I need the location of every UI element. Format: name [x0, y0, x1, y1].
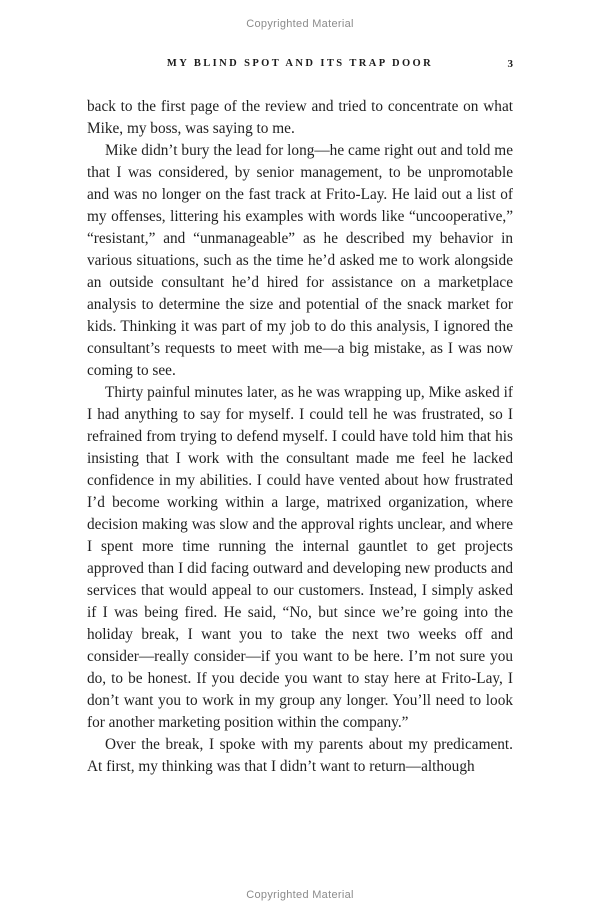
copyright-notice-top: Copyrighted Material — [246, 18, 354, 30]
paragraph-continued: back to the first page of the review and tried to concentrate on what Mike, my boss, was saying to me. — [87, 98, 513, 137]
paragraph: Over the break, I spoke with my parents about my predicament. At first, my thinking was that I didn’t want to return—although — [87, 736, 513, 775]
copyright-notice-bottom: Copyrighted Material — [246, 889, 354, 901]
running-head-title: MY BLIND SPOT AND ITS TRAP DOOR — [166, 58, 434, 69]
page-header — [87, 58, 513, 74]
page-body — [87, 96, 513, 778]
paragraph: Mike didn’t bury the lead for long—he came right out and told me that I was considered, by senior management, to be unpromotable and was no longer on the fast track at Frito-Lay. He laid out a list of my offenses, littering his examples with words like “uncooperative,” “resistant,” and “unmanageable” as he described my behavior in various situations, such as the time he’d asked me to work alongside an outside consultant he’d hired for assistance on a marketplace analysis to determine the size and potential of the snack market for kids. Thinking it was part of my job to do this analysis, I ignored the consultant’s requests to meet with me—a big mistake, as I was now coming to see. — [87, 142, 513, 379]
page-number: 3 — [507, 58, 513, 70]
paragraph: Thirty painful minutes later, as he was wrapping up, Mike asked if I had anything to say for myself. I could tell he was frustrated, so I refrained from trying to defend myself. I could have told him that his insisting that I work with the consultant made me feel he lacked confidence in my abilities. I could have vented about how frustrated I’d become working within a large, matrixed organization, where decision making was slow and the approval rights unclear, and where I spent more time running the internal gauntlet to get projects approved than I did facing outward and developing new products and services that would appeal to our customers. Instead, I simply asked if I was being fired. He said, “No, but since we’re going into the holiday break, I want you to take the next two weeks off and consider—really consider—if you want to be here. I’m not sure you do, to be honest. If you decide you want to stay here at Frito-Lay, I don’t want you to work in my group any longer. You’ll need to look for another marketing position within the company.” — [87, 384, 513, 731]
